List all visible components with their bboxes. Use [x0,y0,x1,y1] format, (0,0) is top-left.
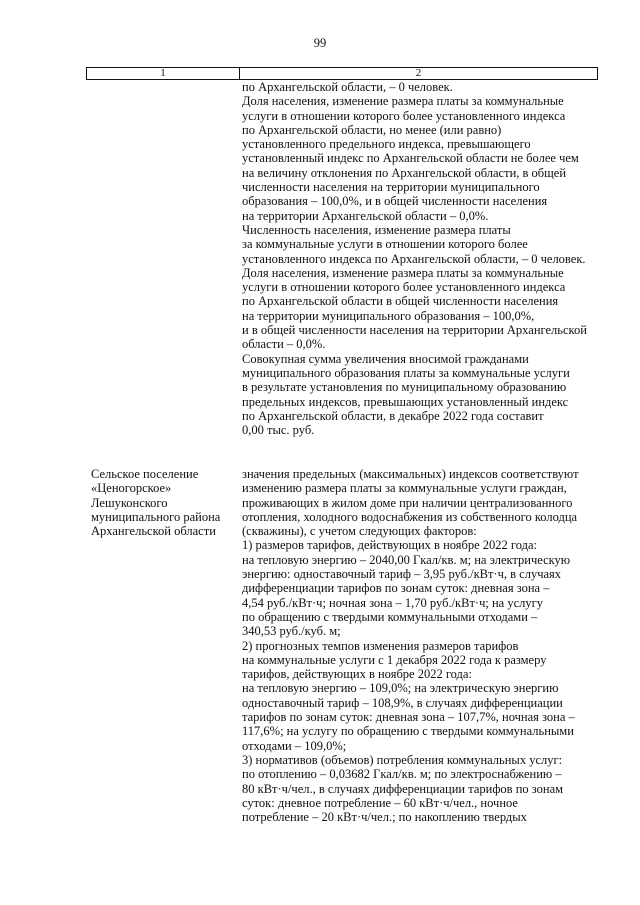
text-line: услуги в отношении которого более установленного индекса [242,280,566,295]
table-header-col2: 2 [415,67,422,79]
text-line: 1) размеров тарифов, действующих в ноябре 2022 года: [242,538,538,553]
table-header-col1: 1 [87,68,240,79]
text-line: предельных индексов, превышающих установленный индекс [242,394,569,409]
text-line: тарифов, действующих в ноябре 2022 года: [242,667,472,682]
text-line: по Архангельской области в общей численности населения [242,294,559,309]
text-line: установленный индекс по Архангельской области не более чем [242,151,579,166]
row2-col2-text [242,467,579,824]
text-line: услуги в отношении которого более установленного индекса [242,108,566,123]
text-line: на территории Архангельской области – 0,0%. [242,208,489,223]
text-line: тарифов по зонам суток: дневная зона – 107,7%, ночная зона – [242,710,575,725]
text-line: отходами – 109,0%; [242,738,347,753]
text-line: по Архангельской области, в декабре 2022 года составит [242,408,544,423]
row2-col1-municipality [91,467,220,538]
text-line: по обращению с твердыми коммунальными отходами – [242,609,538,624]
text-line: проживающих в жилом доме при наличии централизованного [242,495,573,510]
text-line: 117,6%; на услугу по обращению с твердыми коммунальными [242,724,574,739]
text-line: на тепловую энергию – 2040,00 Гкал/кв. м; на электрическую [242,552,571,567]
text-line: 4,54 руб./кВт·ч; ночная зона – 1,70 руб./кВт·ч; на услугу [242,595,543,610]
text-line: области – 0,0%. [242,337,326,352]
text-line: 3) нормативов (объемов) потребления коммунальных услуг: [242,752,563,767]
text-line: Сельское поселение [91,467,199,481]
text-line: отопления, холодного водоснабжения из собственного колодца [242,509,578,524]
text-line: энергию: одноставочный тариф – 3,95 руб./кВт·ч, в случаях [242,567,562,582]
text-line: Доля населения, изменение размера платы за коммунальные [242,265,564,280]
text-line: 2) прогнозных темпов изменения размеров тарифов [242,638,519,653]
text-line: значения предельных (максимальных) индексов соответствуют [242,467,579,481]
text-line: за коммунальные услуги в отношении которого более [242,237,528,252]
text-line: установленного предельного индекса, превышающего [242,137,531,152]
text-line: муниципального района [91,509,221,524]
text-line: Численность населения, изменение размера платы [242,222,511,237]
text-line: 80 кВт·ч/чел., в случаях дифференциации тарифов по зонам [242,781,564,796]
text-line: суток: дневное потребление – 60 кВт·ч/чел., ночное [242,795,518,810]
text-line: Доля населения, изменение размера платы за коммунальные [242,94,564,109]
text-line: на коммунальные услуги с 1 декабря 2022 года к размеру [242,652,547,667]
text-line: Лешуконского [91,495,168,510]
text-line: и в общей численности населения на территории Архангельской [242,323,587,338]
text-line: по отоплению – 0,03682 Гкал/кв. м; по электроснабжению – [242,767,562,782]
text-line: «Ценогорское» [91,481,172,496]
page-number: 99 [313,36,327,50]
text-line: изменению размера платы за коммунальные услуги граждан, [242,481,567,496]
text-line: на территории муниципального образования – 100,0%, [242,308,535,323]
text-line: муниципального образования платы за коммунальные услуги [242,365,570,380]
text-line: одноставочный тариф – 108,9%, в случаях дифференциации [242,695,563,710]
text-line: Архангельской области [91,524,216,539]
text-line: образования – 100,0%, и в общей численности населения [242,194,548,209]
text-line: дифференциации тарифов по зонам суток: дневная зона – [242,581,550,596]
text-line: установленного индекса по Архангельской области, – 0 человек. [242,251,586,266]
text-line: на величину отклонения по Архангельской области, в общей [242,165,567,180]
text-line: 340,53 руб./куб. м; [242,624,341,639]
text-line: (скважины), с учетом следующих факторов: [242,524,477,539]
text-line: по Архангельской области, – 0 человек. [242,80,453,94]
text-line: численности населения на территории муниципального [242,180,540,195]
row1-col2-text [242,80,587,437]
text-line: 0,00 тыс. руб. [242,423,315,438]
text-line: потребление – 20 кВт·ч/чел.; по накоплению твердых [242,810,527,825]
text-line: по Архангельской области, но менее (или равно) [242,122,502,137]
text-line: Совокупная сумма увеличения вносимой гражданами [242,351,529,366]
text-line: в результате установления по муниципальному образованию [242,380,567,395]
text-line: на тепловую энергию – 109,0%; на электрическую энергию [242,681,559,696]
table-header [86,67,598,80]
